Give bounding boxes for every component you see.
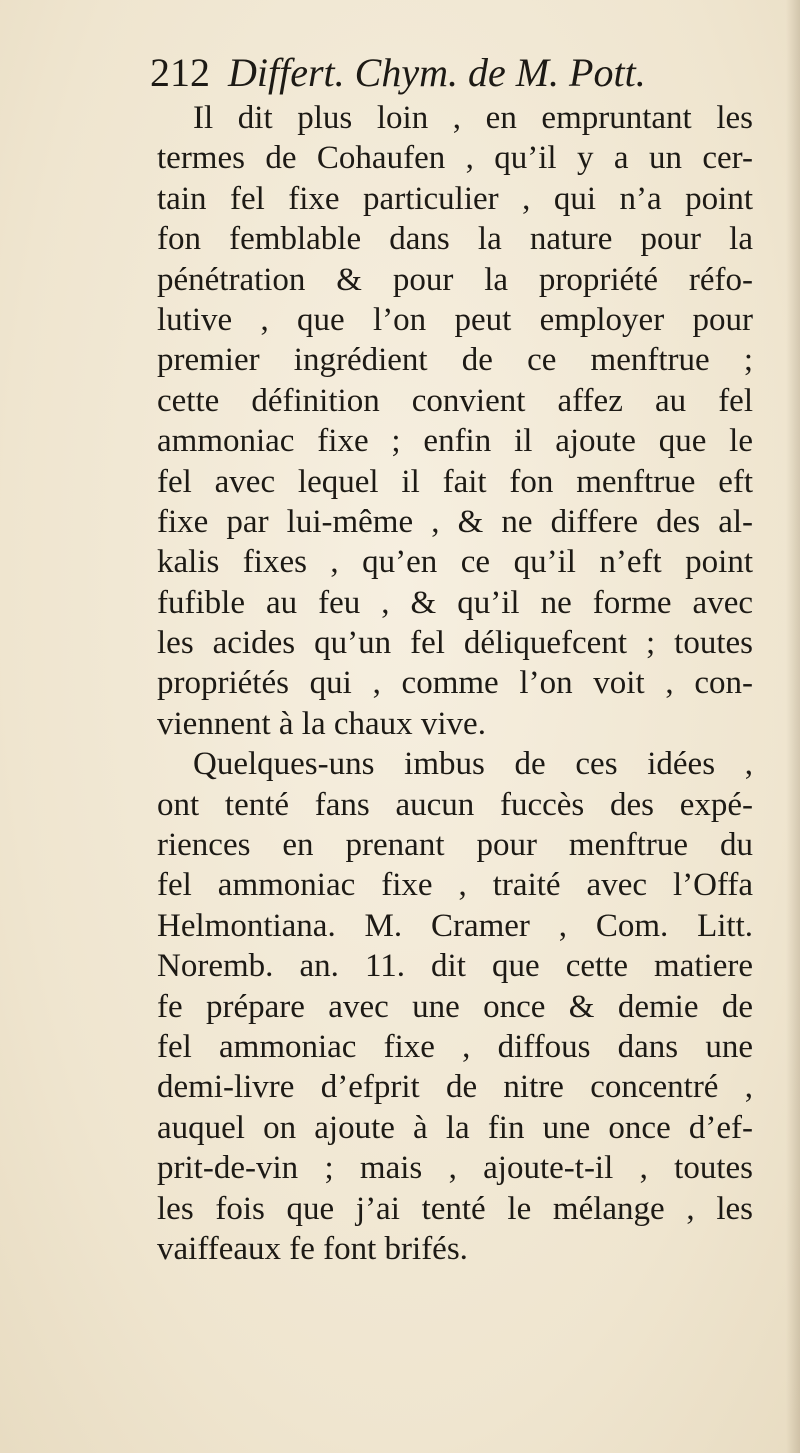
text-line: les fois que j’ai tenté le mélange , les <box>157 1190 753 1227</box>
text-line: fufible au feu , & qu’il ne forme avec <box>157 584 753 621</box>
text-line: fel ammoniac fixe , diffous dans une <box>157 1028 753 1065</box>
text-line: demi-livre d’efprit de nitre concentré , <box>157 1069 753 1106</box>
text-line: fel avec lequel il fait fon menftrue eft <box>157 463 753 500</box>
text-line: ammoniac fixe ; enfin il ajoute que le <box>157 423 753 460</box>
text-line: auquel on ajoute à la fin une once d’ef- <box>157 1109 753 1146</box>
text-line: fixe par lui-même , & ne differe des al- <box>157 503 753 540</box>
text-line: fel ammoniac fixe , traité avec l’Offa <box>157 867 753 904</box>
page-edge-shadow <box>786 0 800 1453</box>
text-line: premier ingrédient de ce menftrue ; <box>157 342 753 379</box>
text-line: riences en prenant pour menftrue du <box>157 827 753 864</box>
text-line: les acides qu’un fel déliquefcent ; toutes <box>157 625 753 662</box>
page-header <box>150 48 646 98</box>
text-line: fon femblable dans la nature pour la <box>157 221 753 258</box>
text-line: termes de Cohaufen , qu’il y a un cer- <box>157 140 753 177</box>
body-text <box>157 98 753 1269</box>
text-line: Il dit plus loin , en empruntant les <box>193 100 753 136</box>
text-line: fe prépare avec une once & demie de <box>157 988 753 1025</box>
page-number: 212 <box>150 50 210 95</box>
text-line: ont tenté fans aucun fuccès des expé- <box>157 786 753 823</box>
text-line: lutive , que l’on peut employer pour <box>157 301 753 338</box>
text-line: propriétés qui , comme l’on voit , con- <box>157 665 753 702</box>
text-line: kalis fixes , qu’en ce qu’il n’eft point <box>157 544 753 581</box>
text-line: vaiffeaux fe font brifés. <box>157 1230 468 1267</box>
text-line: Noremb. an. 11. dit que cette matiere <box>157 948 753 985</box>
text-line: pénétration & pour la propriété réfo- <box>157 261 753 298</box>
text-line: prit-de-vin ; mais , ajoute-t-il , toutes <box>157 1150 753 1187</box>
text-line: Quelques-uns imbus de ces idées , <box>193 746 753 783</box>
text-line: cette définition convient affez au fel <box>157 382 753 419</box>
text-line: tain fel fixe particulier , qui n’a point <box>157 180 753 217</box>
text-line: Helmontiana. M. Cramer , Com. Litt. <box>157 907 753 944</box>
running-head: Differt. Chym. de M. Pott. <box>228 50 646 95</box>
text-line: viennent à la chaux vive. <box>157 705 486 742</box>
